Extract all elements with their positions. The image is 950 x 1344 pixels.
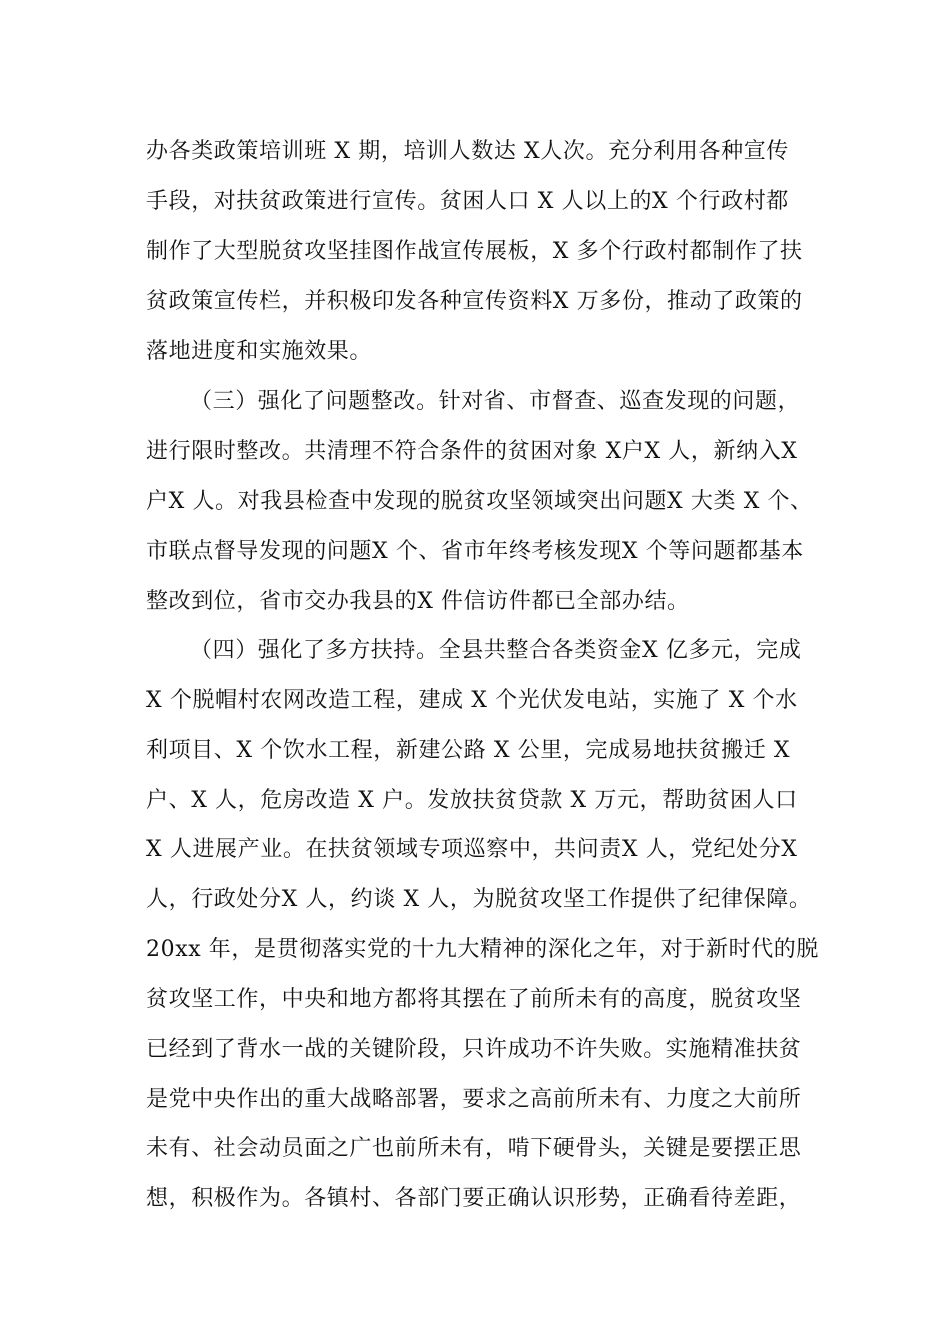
text-line: 制作了大型脱贫攻坚挂图作战宣传展板，X 多个行政村都制作了扶: [146, 239, 803, 264]
text-line: 是党中央作出的重大战略部署，要求之高前所未有、力度之大前所: [146, 1087, 802, 1112]
text-line: 户、X 人，危房改造 X 户。发放扶贫贷款 X 万元，帮助贫困人口: [146, 788, 798, 813]
paragraph-start-line: （三）强化了问题整改。针对省、市督查、巡查发现的问题，: [190, 389, 801, 414]
text-line: 办各类政策培训班 X 期，培训人数达 X人次。充分利用各种宣传: [146, 139, 789, 164]
text-line: 已经到了背水一战的关键阶段，只许成功不许失败。实施精准扶贫: [146, 1037, 802, 1062]
text-line: 落地进度和实施效果。: [146, 339, 373, 364]
text-line: X 个脱帽村农网改造工程，建成 X 个光伏发电站，实施了 X 个水: [146, 688, 798, 713]
text-line: X 人进展产业。在扶贫领域专项巡察中，共问责X 人，党纪处分X: [146, 837, 798, 862]
text-line: 户X 人。对我县检查中发现的脱贫攻坚领域突出问题X 大类 X 个、: [146, 489, 813, 514]
text-line: 人，行政处分X 人，约谈 X 人，为脱贫攻坚工作提供了纪律保障。: [146, 887, 812, 912]
text-line: 未有、社会动员面之广也前所未有，啃下硬骨头，关键是要摆正思: [146, 1136, 802, 1161]
text-line: 贫政策宣传栏，并积极印发各种宣传资料X 万多份，推动了政策的: [146, 289, 803, 314]
text-line: 市联点督导发现的问题X 个、省市年终考核发现X 个等问题都基本: [146, 539, 804, 564]
text-line: 进行限时整改。共清理不符合条件的贫困对象 X户X 人，新纳入X: [146, 439, 798, 464]
paragraph-start-line: （四）强化了多方扶持。全县共整合各类资金X 亿多元，完成: [190, 638, 802, 663]
text-line: 整改到位，省市交办我县的X 件信访件都已全部办结。: [146, 589, 690, 614]
text-line: 手段，对扶贫政策进行宣传。贫困人口 X 人以上的X 个行政村都: [146, 189, 789, 214]
text-line: 利项目、X 个饮水工程，新建公路 X 公里，完成易地扶贫搬迁 X: [146, 738, 791, 763]
text-line: 贫攻坚工作，中央和地方都将其摆在了前所未有的高度，脱贫攻坚: [146, 987, 802, 1012]
text-line: 想，积极作为。各镇村、各部门要正确认识形势，正确看待差距，: [146, 1186, 802, 1211]
text-line: 20xx 年，是贯彻落实党的十九大精神的深化之年，对于新时代的脱: [146, 937, 820, 962]
